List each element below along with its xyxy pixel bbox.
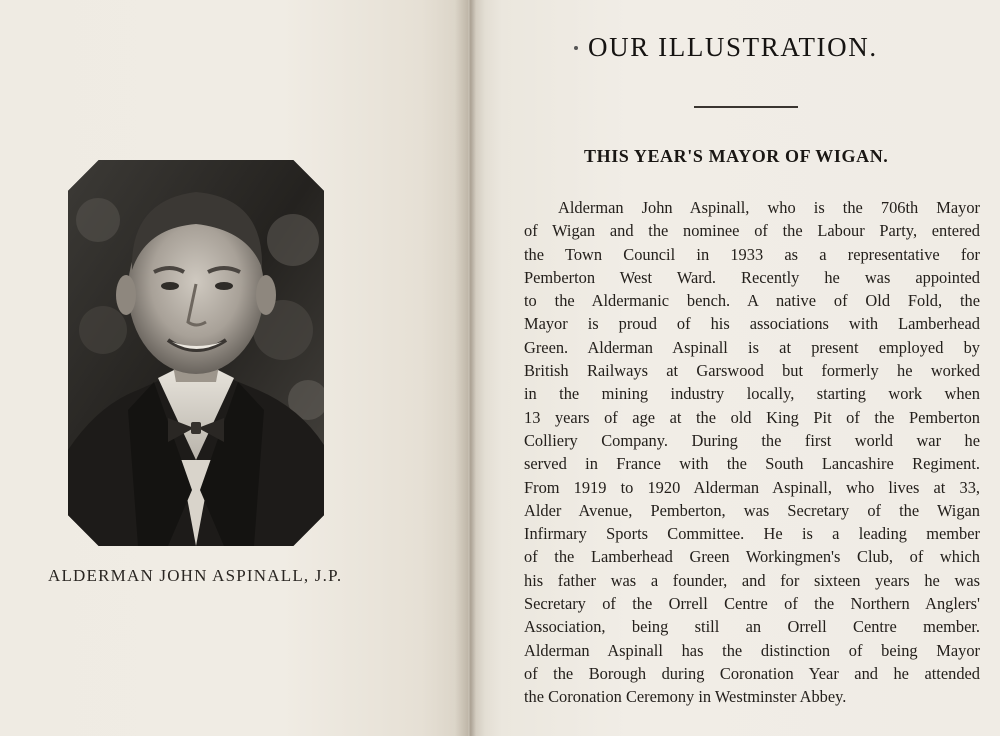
article-line: of the Lamberhead Green Workingmen's Club, of which bbox=[524, 547, 980, 567]
article-line: of Wigan and the nominee of the Labour Party, entered bbox=[524, 221, 980, 241]
article-body bbox=[524, 196, 980, 709]
article-line: his father was a founder, and for sixteen years he was bbox=[524, 570, 980, 590]
article-line: in the mining industry locally, starting work when bbox=[524, 384, 980, 404]
decorative-dot bbox=[574, 46, 578, 50]
article-line: Association, being still an Orrell Centre member. bbox=[524, 617, 980, 637]
portrait-photo bbox=[68, 160, 324, 546]
article-title: THIS YEAR'S MAYOR OF WIGAN. bbox=[584, 146, 889, 166]
article-line: Alderman Aspinall has the distinction of being Mayor bbox=[524, 640, 980, 660]
article-line: 13 years of age at the old King Pit of the Pemberton bbox=[524, 407, 980, 427]
article-line: of the Borough during Coronation Year and he attended bbox=[524, 663, 980, 683]
article-line: Alderman John Aspinall, who is the 706th Mayor bbox=[558, 198, 980, 217]
article-line: the Town Council in 1933 as a representative for bbox=[524, 244, 980, 264]
article-line: From 1919 to 1920 Alderman Aspinall, who lives at 33, bbox=[524, 477, 980, 497]
photo-caption: ALDERMAN JOHN ASPINALL, J.P. bbox=[48, 566, 343, 585]
article-line: Secretary of the Orrell Centre of the Northern Anglers' bbox=[524, 594, 980, 614]
page-heading: OUR ILLUSTRATION. bbox=[588, 32, 878, 62]
article-line: British Railways at Garswood but formerly he worked bbox=[524, 361, 980, 381]
article-line: served in France with the South Lancashire Regiment. bbox=[524, 454, 980, 474]
article-line: Mayor is proud of his associations with Lamberhead bbox=[524, 314, 980, 334]
page-gutter bbox=[455, 0, 485, 736]
article-line: the Coronation Ceremony in Westminster Abbey. bbox=[524, 687, 847, 707]
article-line: Alder Avenue, Pemberton, was Secretary of the Wigan bbox=[524, 500, 980, 520]
article-line: Green. Alderman Aspinall is at present employed by bbox=[524, 337, 980, 357]
article-line: Colliery Company. During the first world war he bbox=[524, 430, 980, 450]
portrait-photo-image bbox=[68, 160, 324, 546]
heading-rule bbox=[694, 106, 798, 108]
article-line: Pemberton West Ward. Recently he was appointed bbox=[524, 267, 980, 287]
article-line: to the Aldermanic bench. A native of Old Fold, the bbox=[524, 291, 980, 311]
article-line: Infirmary Sports Committee. He is a leading member bbox=[524, 524, 980, 544]
